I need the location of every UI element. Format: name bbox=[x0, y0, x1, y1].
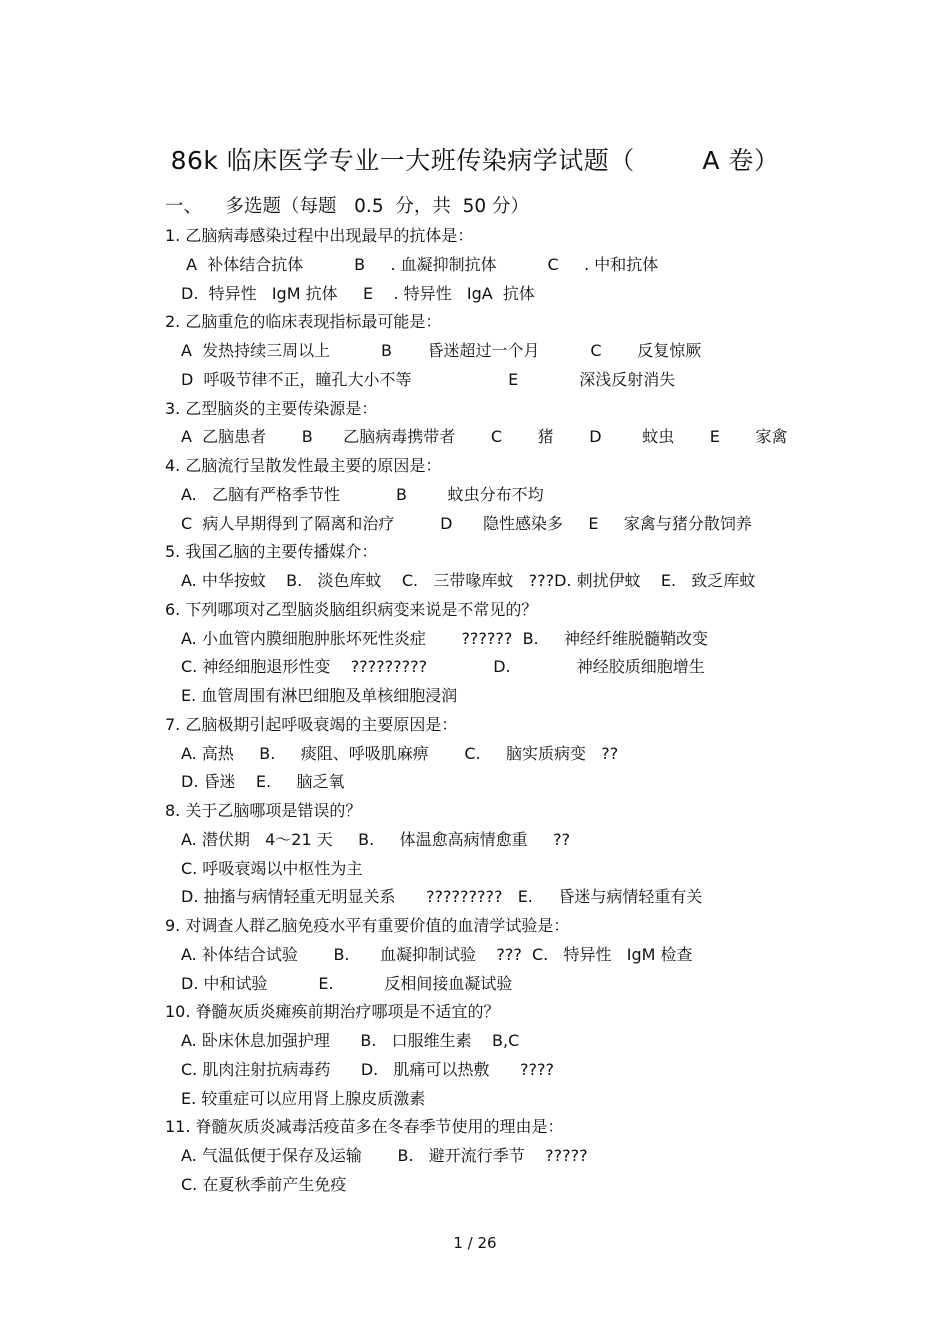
answer-options: A. 补体结合试验 B. 血凝抑制试验 ??? C. 特异性 IgM 检查 bbox=[181, 944, 693, 964]
question-stem: 6. 下列哪项对乙型脑炎脑组织病变来说是不常见的？ bbox=[165, 599, 538, 619]
answer-options: D. 中和试验 E. 反相间接血凝试验 bbox=[181, 973, 513, 993]
question-stem: 5. 我国乙脑的主要传播媒介： bbox=[165, 542, 378, 562]
answer-options: A. 小血管内膜细胞肿胀坏死性炎症 ?????? B. 神经纤维脱髓鞘改变 bbox=[181, 628, 709, 648]
answer-options: E. 血管周围有淋巴细胞及单核细胞浸润 bbox=[181, 686, 458, 705]
answer-options: A. 气温低便于保存及运输 B. 避开流行季节 ????? bbox=[181, 1146, 588, 1165]
answer-options: C. 肌肉注射抗病毒药 D. 肌痛可以热敷 ???? bbox=[181, 1059, 555, 1079]
answer-options: D. 抽搐与病情轻重无明显关系 ????????? E. 昏迷与病情轻重有关 bbox=[181, 887, 703, 907]
question-stem: 3. 乙型脑炎的主要传染源是： bbox=[165, 398, 378, 418]
answer-options: A. 潜伏期 4～21 天 B. 体温愈高病情愈重 ?? bbox=[181, 829, 571, 849]
answer-options: A. 中华按蚊 B. 淡色库蚊 C. 三带喙库蚊 ???D. 刺扰伊蚊 E. 致乏库蚊 bbox=[181, 571, 756, 590]
question-stem: 8. 关于乙脑哪项是错误的？ bbox=[165, 801, 362, 820]
answer-options: C. 呼吸衰竭以中枢性为主 bbox=[181, 858, 363, 878]
question-stem: 1. 乙脑病毒感染过程中出现最早的抗体是： bbox=[165, 226, 474, 245]
answer-options: D. 昏迷 E. 脑乏氧 bbox=[181, 772, 345, 792]
answer-options: A. 乙脑有严格季节性 B 蚊虫分布不均 bbox=[181, 484, 544, 504]
question-stem: 4. 乙脑流行呈散发性最主要的原因是： bbox=[165, 456, 442, 475]
answer-options: A. 高热 B. 痰阻、呼吸肌麻痹 C. 脑实质病变 ?? bbox=[181, 743, 619, 763]
answer-options: D. 特异性 IgM 抗体 E . 特异性 IgA 抗体 bbox=[181, 283, 535, 303]
answer-options: E. 较重症可以应用肾上腺皮质激素 bbox=[181, 1088, 426, 1108]
section-heading: 一、 多选题（每题 0.5 分，共 50 分） bbox=[165, 196, 530, 217]
question-stem: 9. 对调查人群乙脑免疫水平有重要价值的血清学试验是： bbox=[165, 916, 570, 935]
question-stem: 2. 乙脑重危的临床表现指标最可能是： bbox=[165, 312, 442, 332]
answer-options: A 补体结合抗体 B . 血凝抑制抗体 C . 中和抗体 bbox=[181, 254, 659, 274]
page-title: 86k 临床医学专业一大班传染病学试题（ A 卷） bbox=[170, 146, 780, 175]
answer-options: D 呼吸节律不正，瞳孔大小不等 E 深浅反射消失 bbox=[181, 369, 676, 389]
answer-options: A 乙脑患者 B 乙脑病毒携带者 C 猪 D 蚊虫 E 家禽 bbox=[181, 427, 788, 447]
question-stem: 10. 脊髓灰质炎瘫痪前期治疗哪项是不适宜的？ bbox=[165, 1002, 500, 1022]
answer-options: C. 神经细胞退形性变 ????????? D. 神经胶质细胞增生 bbox=[181, 657, 705, 677]
question-stem: 7. 乙脑极期引起呼吸衰竭的主要原因是： bbox=[165, 714, 458, 734]
answer-options: C 病人早期得到了隔离和治疗 D 隐性感染多 E 家禽与猪分散饲养 bbox=[181, 513, 752, 533]
answer-options: A. 卧床休息加强护理 B. 口服维生素 B,C bbox=[181, 1031, 520, 1050]
question-stem: 11. 脊髓灰质炎减毒活疫苗多在冬春季节使用的理由是： bbox=[165, 1117, 564, 1137]
page-number: 1 / 26 bbox=[453, 1234, 497, 1252]
answer-options: A 发热持续三周以上 B 昏迷超过一个月 C 反复惊厥 bbox=[181, 341, 702, 360]
answer-options: C. 在夏秋季前产生免疫 bbox=[181, 1174, 347, 1194]
